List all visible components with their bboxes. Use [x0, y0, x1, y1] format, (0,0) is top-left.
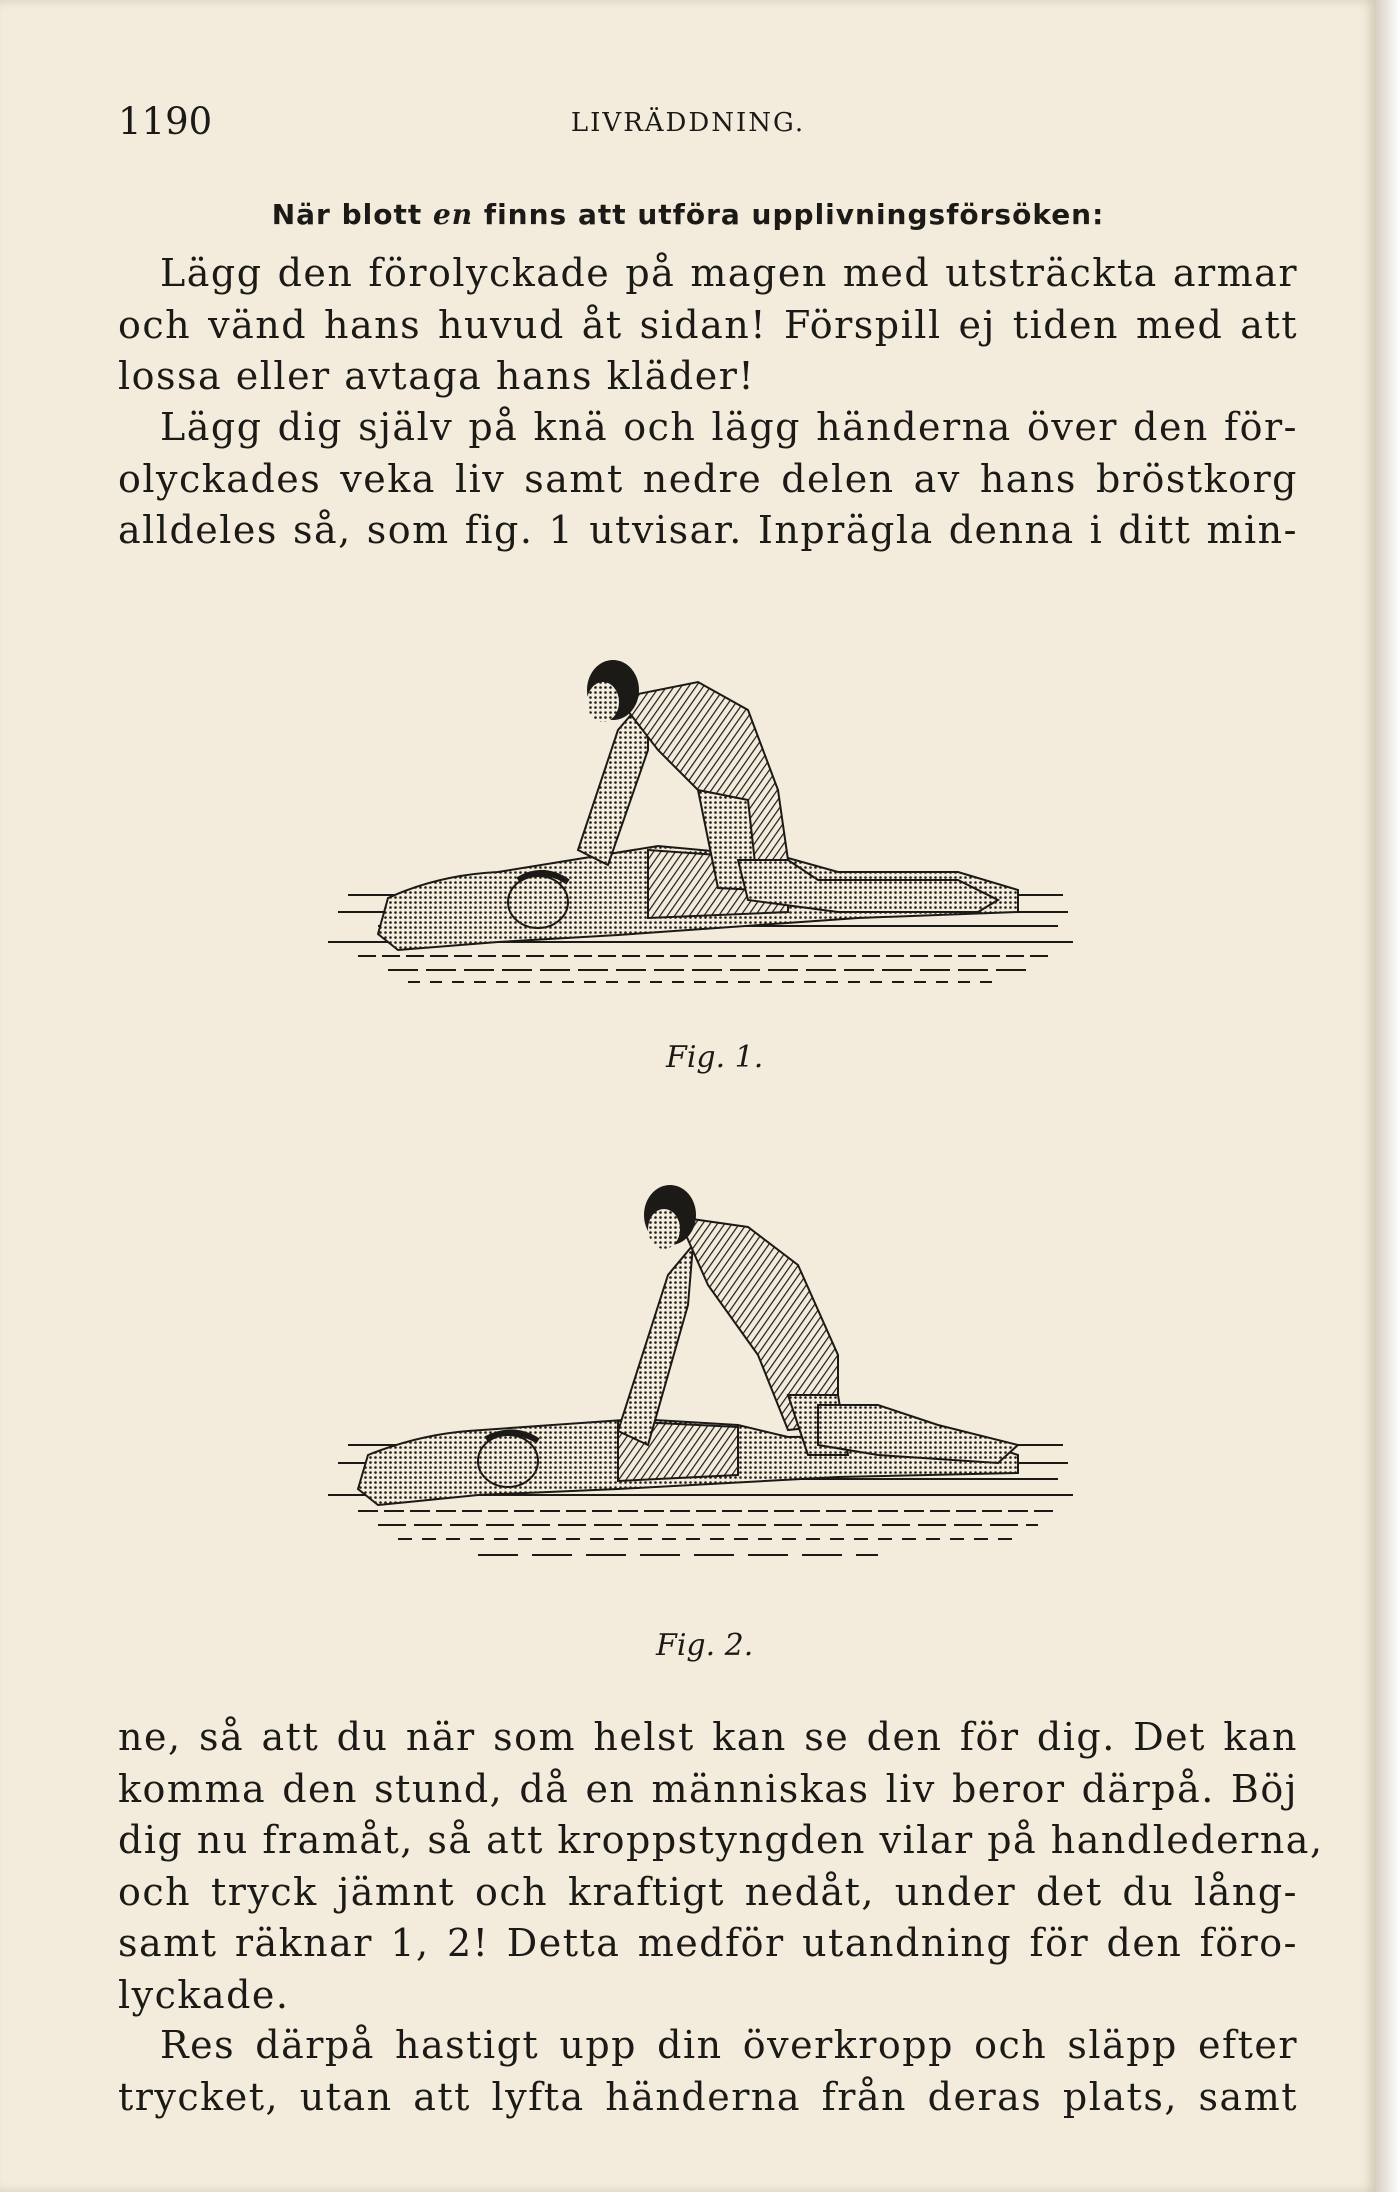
- page-number: 1190: [118, 100, 213, 143]
- figure-1-illustration: [318, 650, 1078, 1010]
- paragraph-1: [118, 248, 1298, 403]
- paragraph-line: och vänd hans huvud åt sidan! Förspill ej tiden med att: [118, 302, 1298, 347]
- paragraph-line: olyckades veka liv samt nedre delen av hans bröstkorg: [118, 456, 1298, 501]
- paragraph-line: samt räknar 1, 2! Detta medför utandning för den föro-: [118, 1921, 1298, 1965]
- paragraph-line: alldeles så, som fig. 1 utvisar. Inprägla denna i ditt min-: [118, 508, 1298, 552]
- paragraph-line: dig nu framåt, så att kroppstyngden vilar på handlederna,: [118, 1818, 1324, 1862]
- section-subheading: [0, 198, 1376, 231]
- running-title: LIVRÄDDNING.: [570, 108, 806, 138]
- subheading-text-after: finns att utföra upplivningsförsöken:: [473, 198, 1105, 231]
- paragraph-line: trycket, utan att lyfta händerna från deras plats, samt: [118, 2074, 1298, 2119]
- subheading-text-before: När blott: [271, 198, 433, 231]
- paragraph-3: [118, 1712, 1324, 2021]
- paragraph-line: Res därpå hastigt upp din överkropp och släpp efter: [160, 2023, 1298, 2067]
- paragraph-line: ne, så att du när som helst kan se den för dig. Det kan: [118, 1715, 1298, 1759]
- page-edge: [1376, 0, 1400, 2192]
- figure-2-caption: Fig. 2.: [656, 1628, 754, 1663]
- figure-2-illustration: [318, 1155, 1078, 1595]
- paragraph-line: och tryck jämnt och kraftigt nedåt, under det du lång-: [118, 1869, 1298, 1914]
- paragraph-line: komma den stund, då en människas liv beror därpå. Böj: [118, 1766, 1298, 1811]
- paragraph-line: lyckade.: [118, 1972, 290, 2017]
- paragraph-2: [118, 402, 1298, 557]
- paragraph-line: Lägg den förolyckade på magen med utsträckta armar: [160, 251, 1298, 295]
- page-header: [118, 100, 1258, 150]
- paragraph-line: Lägg dig själv på knä och lägg händerna över den för-: [160, 405, 1298, 449]
- figure-1-caption: Fig. 1.: [666, 1040, 764, 1075]
- paragraph-line: lossa eller avtaga hans kläder!: [118, 354, 756, 398]
- paragraph-4: [118, 2020, 1298, 2123]
- subheading-emphasis: en: [432, 198, 474, 231]
